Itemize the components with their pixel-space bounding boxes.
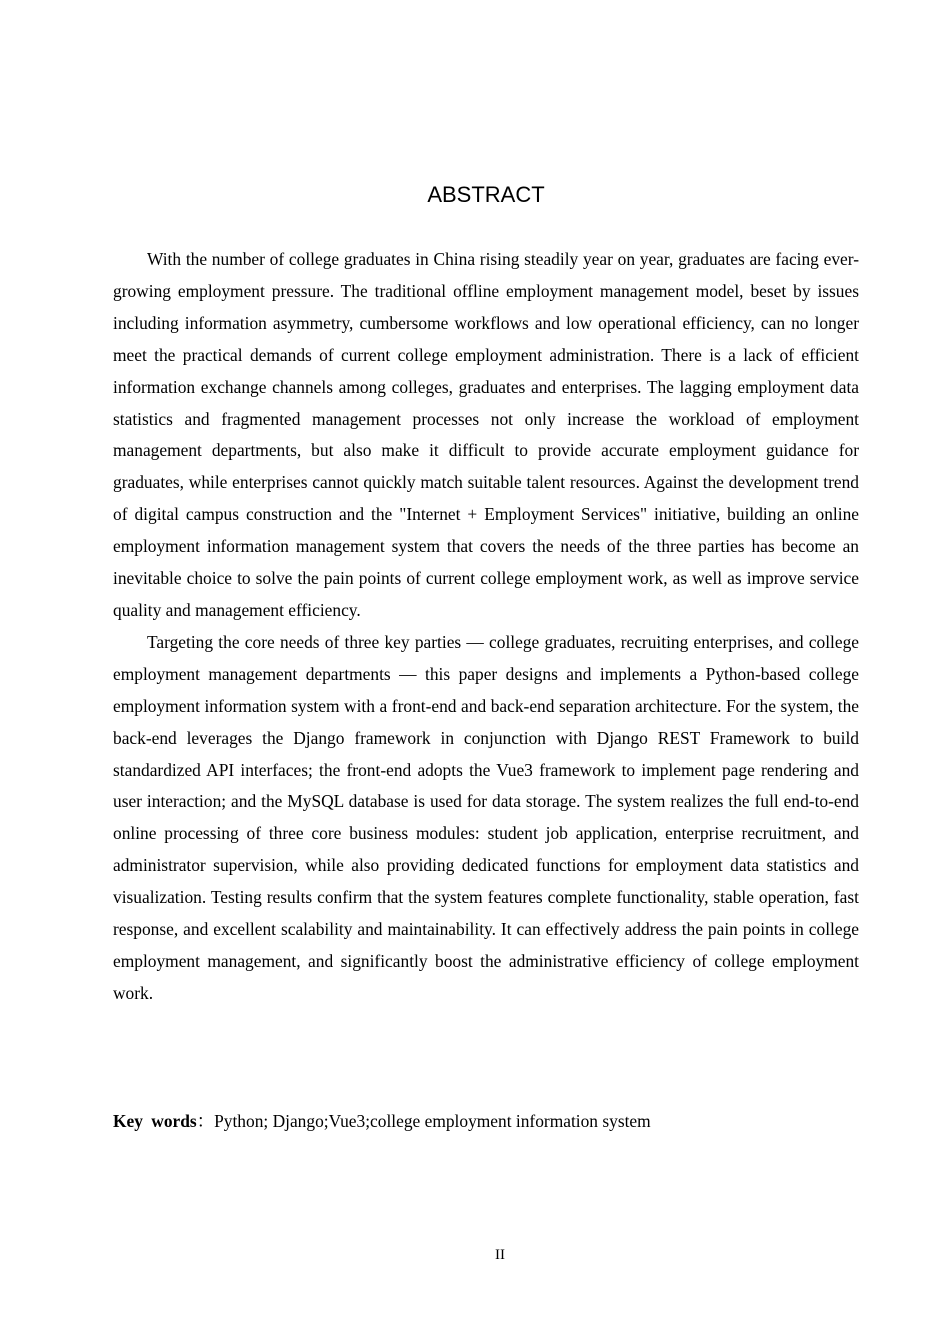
- abstract-body: [113, 244, 859, 1010]
- keywords-label: Key words: [113, 1111, 197, 1131]
- keywords-separator: ：: [196, 1111, 215, 1131]
- keywords-text: Python; Django;Vue3;college employment information system: [214, 1111, 651, 1131]
- abstract-paragraph-1: With the number of college graduates in China rising steadily year on year, graduates are facing ever-growing employment pressure. The traditional offline employment management model, beset by issues including information asymmetry, cumbersome workflows and low operational efficiency, can no longer meet the practical demands of current college employment administration. There is a lack of efficient information exchange channels among colleges, graduates and enterprises. The lagging employment data statistics and fragmented management processes not only increase the workload of employment management departments, but also make it difficult to provide accurate employment guidance for graduates, while enterprises cannot quickly match suitable talent resources. Against the development trend of digital campus construction and the "Internet + Employment Services" initiative, building an online employment information management system that covers the needs of the three parties has become an inevitable choice to solve the pain points of current college employment work, as well as improve service quality and management efficiency.: [113, 249, 859, 620]
- keywords-line: [113, 1106, 859, 1137]
- abstract-title: ABSTRACT: [427, 182, 545, 207]
- abstract-paragraph-2: Targeting the core needs of three key parties — college graduates, recruiting enterprises, and college employment management departments — this paper designs and implements a Python-based college employment information system with a front-end and back-end separation architecture. For the system, the back-end leverages the Django framework in conjunction with Django REST Framework to build standardized API interfaces; the front-end adopts the Vue3 framework to implement page rendering and user interaction; and the MySQL database is used for data storage. The system realizes the full end-to-end online processing of three core business modules: student job application, enterprise recruitment, and administrator supervision, while also providing dedicated functions for employment data statistics and visualization. Testing results confirm that the system features complete functionality, stable operation, fast response, and excellent scalability and maintainability. It can effectively address the pain points in college employment management, and significantly boost the administrative efficiency of college employment work.: [113, 631, 859, 1003]
- page-number: II: [495, 1247, 505, 1263]
